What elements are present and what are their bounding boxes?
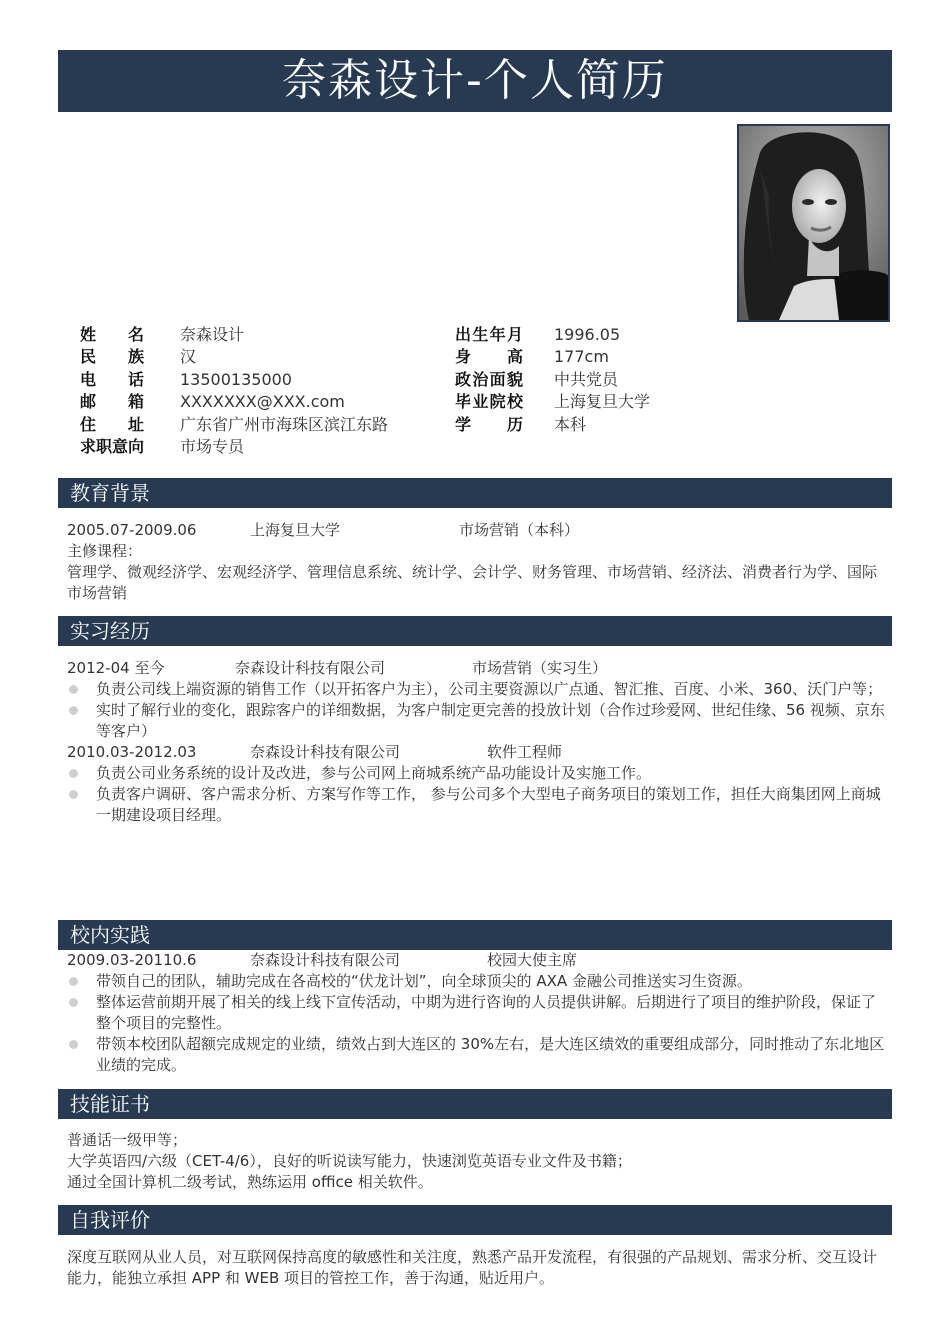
info-row-height: 身高 177cm xyxy=(455,347,609,367)
info-row-ethnicity: 民族 汉 xyxy=(80,347,197,367)
job-period: 2012-04 至今 xyxy=(67,659,165,677)
education-block xyxy=(67,520,885,604)
internship-block xyxy=(67,658,885,826)
section-header-education: 教育背景 xyxy=(58,478,892,508)
list-item: 负责公司线上端资源的销售工作（以开拓客户为主），公司主要资源以广点通、智汇推、百度、小米、360、沃门户等； xyxy=(67,679,885,700)
list-item: 带领本校团队超额完成规定的业绩，绩效占到大连区的 30%左右，是大连区绩效的重要组成部分，同时推动了东北地区业绩的完成。 xyxy=(67,1034,885,1076)
campus-bullets xyxy=(67,971,885,1076)
campus-company: 奈森设计科技有限公司 xyxy=(250,951,401,969)
info-row-degree: 学历 本科 xyxy=(455,414,587,434)
section-header-internship: 实习经历 xyxy=(58,616,892,646)
skill-line: 通过全国计算机二级考试，熟练运用 office 相关软件。 xyxy=(67,1173,433,1191)
portrait-image xyxy=(739,126,888,320)
courses-list: 管理学、微观经济学、宏观经济学、管理信息系统、统计学、会计学、财务管理、市场营销、经济法、消费者行为学、国际市场营销 xyxy=(67,563,878,602)
list-item: 带领自己的团队，辅助完成在各高校的“伏龙计划”，向全球顶尖的 AXA 金融公司推送实习生资源。 xyxy=(67,971,885,992)
title-bar xyxy=(58,50,892,112)
job-role: 软件工程师 xyxy=(487,743,563,761)
skill-line: 大学英语四/六级（CET-4/6），良好的听说读写能力，快速浏览英语专业文件及书籍； xyxy=(67,1152,632,1170)
personal-info-right xyxy=(455,324,650,436)
section-header-skills: 技能证书 xyxy=(58,1089,892,1119)
campus-period: 2009.03-20110.6 xyxy=(67,951,197,969)
info-row-name: 姓名 奈森设计 xyxy=(80,325,245,344)
personal-info-left xyxy=(80,324,388,458)
info-row-email: 邮箱 XXXXXXX@XXX.com xyxy=(80,392,345,412)
courses-label: 主修课程： xyxy=(67,542,143,560)
education-entry xyxy=(67,520,885,541)
job-2-bullets xyxy=(67,763,885,826)
list-item: 负责公司业务系统的设计及改进，参与公司网上商城系统产品功能设计及实施工作。 xyxy=(67,763,885,784)
campus-role: 校园大使主席 xyxy=(487,951,578,969)
education-major: 市场营销（本科） xyxy=(459,521,580,539)
list-item: 整体运营前期开展了相关的线上线下宣传活动，中期为进行咨询的人员提供讲解。后期进行了项目的维护阶段，保证了整个项目的完整性。 xyxy=(67,992,885,1034)
job-role: 市场营销（实习生） xyxy=(472,659,608,677)
list-item: 实时了解行业的变化，跟踪客户的详细数据，为客户制定更完善的投放计划（合作过珍爱网、世纪佳缘、56 视频、京东等客户） xyxy=(67,700,885,742)
page-title: 奈森设计-个人简历 xyxy=(282,55,668,106)
education-school: 上海复旦大学 xyxy=(250,521,341,539)
info-row-birth: 出生年月 1996.05 xyxy=(455,325,621,344)
self-evaluation-block xyxy=(67,1247,885,1289)
campus-block xyxy=(67,950,885,1076)
job-period: 2010.03-2012.03 xyxy=(67,743,197,761)
education-period: 2005.07-2009.06 xyxy=(67,521,197,539)
info-row-school: 毕业院校 上海复旦大学 xyxy=(455,392,651,412)
skills-block xyxy=(67,1130,885,1193)
self-evaluation-text: 深度互联网从业人员，对互联网保持高度的敏感性和关注度，熟悉产品开发流程，有很强的产品规划、需求分析、交互设计能力，能独立承担 APP 和 WEB 项目的管控工作，善于沟通，贴近用户。 xyxy=(67,1248,878,1287)
info-row-political-status: 政治面貌 中共党员 xyxy=(455,369,619,389)
info-row-job-intention: 求职意向 市场专员 xyxy=(80,436,245,456)
job-entry-2 xyxy=(67,742,885,763)
profile-photo xyxy=(737,124,890,322)
section-header-self-evaluation: 自我评价 xyxy=(58,1205,892,1235)
job-1-bullets xyxy=(67,679,885,742)
job-entry-1 xyxy=(67,658,885,679)
list-item: 负责客户调研、客户需求分析、方案写作等工作， 参与公司多个大型电子商务项目的策划工作，担任大商集团网上商城一期建设项目经理。 xyxy=(67,784,885,826)
info-row-address: 住址 广东省广州市海珠区滨江东路 xyxy=(80,414,389,434)
job-company: 奈森设计科技有限公司 xyxy=(250,743,401,761)
job-company: 奈森设计科技有限公司 xyxy=(235,659,386,677)
info-row-phone: 电话 13500135000 xyxy=(80,369,292,389)
campus-entry xyxy=(67,950,885,971)
section-header-campus: 校内实践 xyxy=(58,920,892,950)
skill-line: 普通话一级甲等； xyxy=(67,1131,188,1149)
